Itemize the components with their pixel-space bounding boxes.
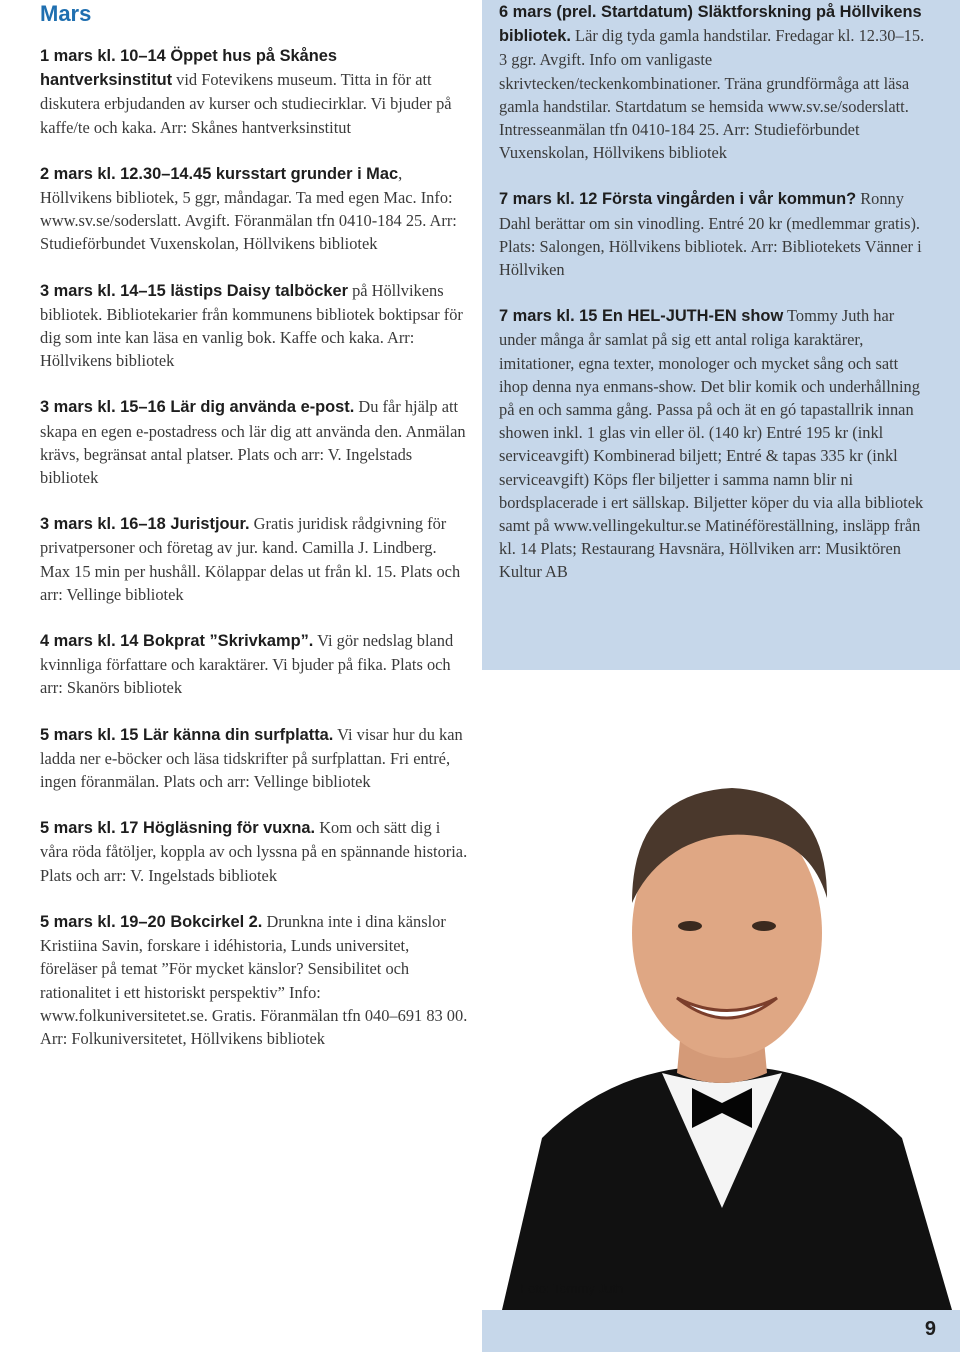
photo-credit: Foto: Tommy Juth [520, 1281, 624, 1296]
right-event-column [499, 0, 929, 607]
portrait-photo [482, 688, 960, 1310]
event-item: 3 mars kl. 14–15 lästips Daisy talböcker på Höllvikens bibliotek. Bibliotekarier från kommunens bibliotek boktipsar för dig som inte kan läsa en vanlig bok. Kaffe och kaka. Arr: Höllvikens bibliotek [40, 280, 463, 371]
event-item: 5 mars kl. 15 Lär känna din surfplatta. Vi visar hur du kan ladda ner e-böcker och läsa tidskrifter på surfplattan. Fri entré, ingen föranmälan. Plats och arr: Vellinge bibliotek [40, 724, 463, 792]
event-item: 6 mars (prel. Startdatum) Släktforskning på Höllvikens bibliotek. Lär dig tyda gamla handstilar. Fredagar kl. 12.30–15. 3 ggr. Avgift. Info om vanligaste skrivtecken/teckenkombinationer. Träna grundförmåga att läsa gamla handstilar. Startdatum se hemsida www.sv.se/soderslatt. Intresseanmälan tfn 0410-184 25. Arr: Studieförbundet Vuxenskolan, Höllvikens bibliotek [499, 3, 925, 163]
event-item: 5 mars kl. 19–20 Bokcirkel 2. Drunkna inte i dina känslor Kristiina Savin, forskare i idéhistoria, Lunds universitet, föreläser på temat ”För mycket känslor? Sensibilitet och rationalitet i ett historiskt perspektiv” Info: www.folkuniversitetet.se. Gratis. Föranmälan tfn 040–691 83 00. Arr: Folkuniversitetet, Höllvikens bibliotek [40, 911, 468, 1048]
footer-bar [482, 1310, 960, 1352]
event-item: 7 mars kl. 12 Första vingården i vår kommun? Ronny Dahl berättar om sin vinodling. Entré 20 kr (medlemmar gratis). Plats: Salongen, Höllvikens bibliotek. Arr: Bibliotekets Vänner i Höllviken [499, 189, 922, 280]
event-item: 3 mars kl. 15–16 Lär dig använda e-post. Du får hjälp att skapa en egen e-postadress och lär dig att använda den. Anmälan krävs, begränsat antal platser. Plats och arr: V. Ingelstads bibliotek [40, 397, 466, 488]
left-event-column [40, 44, 470, 1073]
event-item: 2 mars kl. 12.30–14.45 kursstart grunder i Mac, Höllvikens bibliotek, 5 ggr, måndagar. Ta med egen Mac. Info: www.sv.se/soderslatt. Avgift. Föranmälan tfn 0410-184 25. Arr: Studieförbundet Vuxenskolan, Höllvikens bibliotek [40, 163, 457, 254]
event-item: 4 mars kl. 14 Bokprat ”Skrivkamp”. Vi gör nedslag bland kvinnliga författare och karaktärer. Vi bjuder på fika. Plats och arr: Skanörs bibliotek [40, 631, 454, 698]
event-item: 5 mars kl. 17 Högläsning för vuxna. Kom och sätt dig i våra röda fåtöljer, koppla av och lyssna på en spännande historia. Plats och arr: V. Ingelstads bibliotek [40, 818, 468, 885]
event-item: 7 mars kl. 15 En HEL-JUTH-EN show Tommy Juth har under många år samlat på sig ett antal roliga karaktärer, imitationer, egna texter, monologer och mycket sång och satt ihop denna nya enmans-show. Det blir komik och underhållning på en och samma gång. Passa på och ät en gó tapastallrik innan showen inkl. 1 glas vin eller öl. (140 kr) Entré 195 kr (inkl serviceavgift) Kombinerad biljett; Entré & tapas 335 kr (inkl serviceavgift) Köps fler biljetter i samma namn blir ni bordsplacerade i ert sällskap. Biljetter köper du via alla bibliotek samt på www.vellingekultur.se Matinéföreställning, insläpp från kl. 14 Plats; Restaurang Havsnära, Höllviken arr: Musiktören Kultur AB [499, 306, 924, 582]
event-item: 1 mars kl. 10–14 Öppet hus på Skånes hantverksinstitut vid Fotevikens museum. Titta in för att diskutera erbjudanden av kurser och studiecirklar. Vi bjuder på kaffe/te och kaka. Arr: Skånes hantverksinstitut [40, 47, 452, 137]
event-item: 3 mars kl. 16–18 Juristjour. Gratis juridisk rådgivning för privatpersoner och företag av jur. kand. Camilla J. Lindberg. Max 15 min per hushåll. Kölappar delas ut från kl. 15. Plats och arr: Vellinge bibliotek [40, 514, 461, 604]
portrait-illustration [482, 688, 960, 1310]
page-number: 9 [924, 1318, 936, 1340]
page-heading: Mars [40, 1, 92, 26]
